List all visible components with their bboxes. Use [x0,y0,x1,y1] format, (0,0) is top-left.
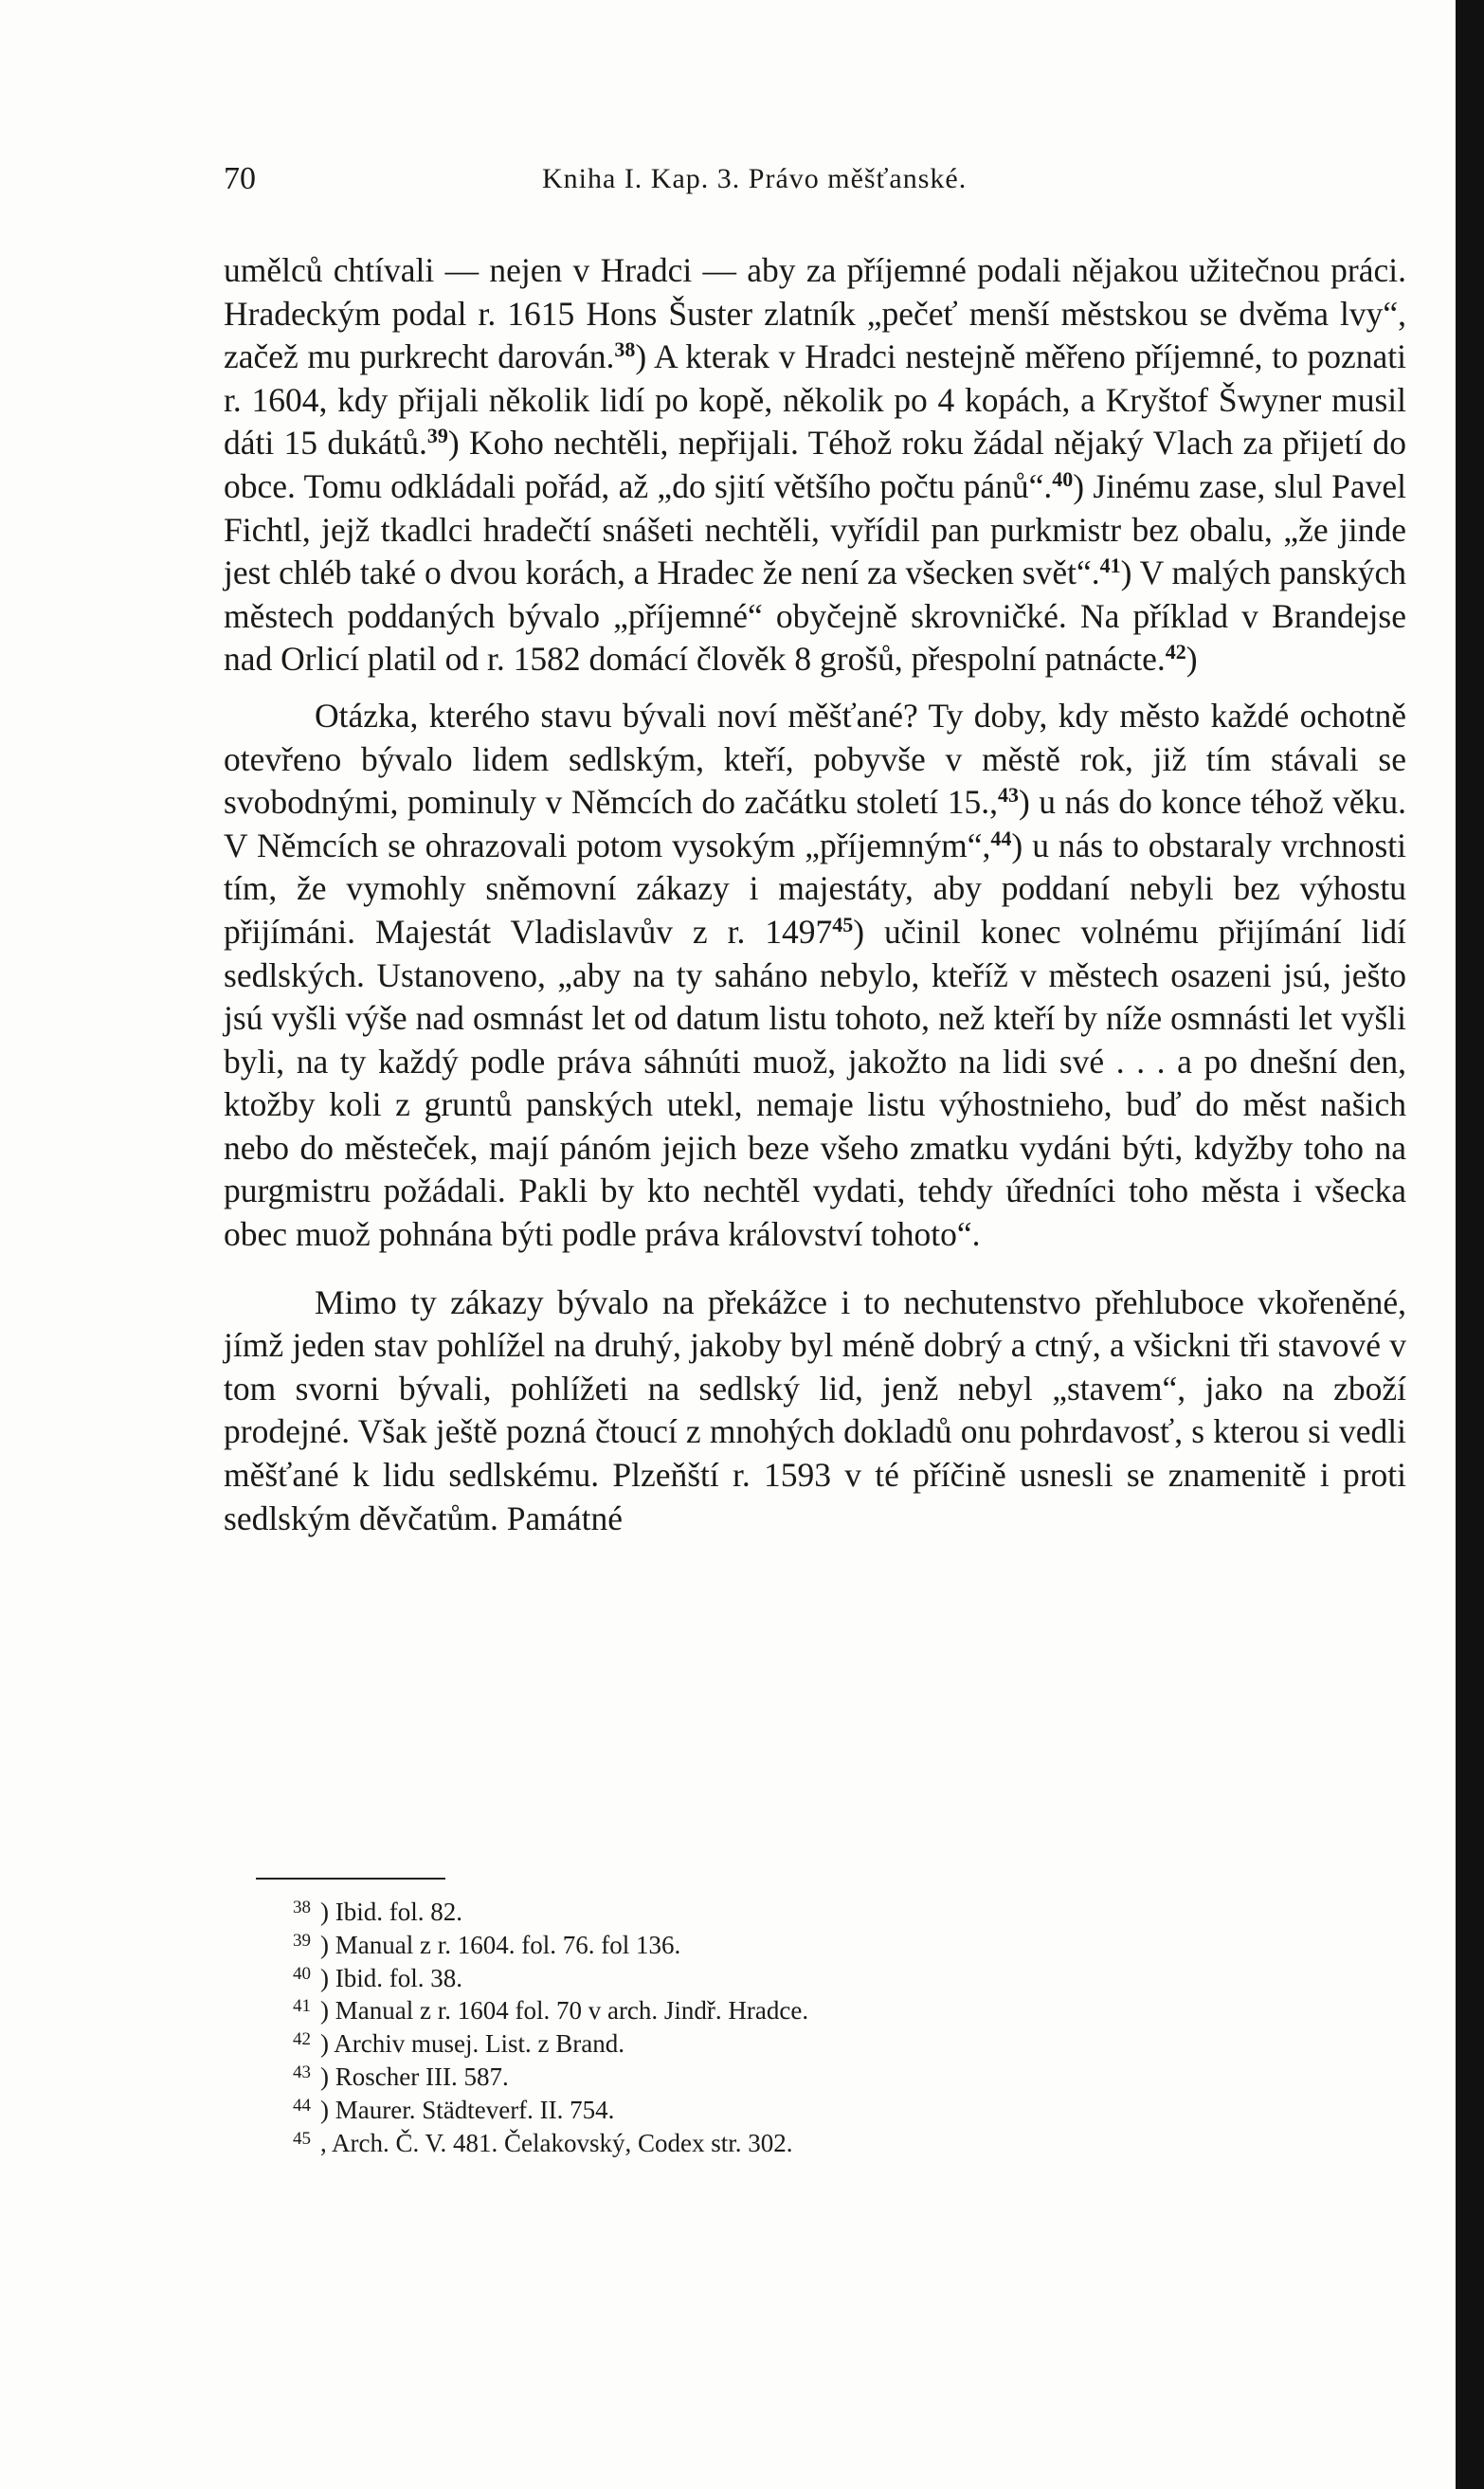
text-segment: Jinému zase, slul Pavel Fichtl, jejž tkadlci hradečtí snášeti nechtěli, vyřídil pan purkmistr bez obalu, „že jinde jest chléb také o dvou korách, a Hradec že není za všecken svět“. [224,466,1407,592]
footnote-ref: 41 [1099,554,1121,578]
paragraph: Otázka, kterého stavu bývali noví měšťané? Ty doby, kdy město každé ochotně otevřeno bývalo lidem sedlským, kteří, pobyvše v městě rok, již tím stávali se svobodnými, pominuly v Němcích do začátku století 15.,$^{43}$) u nás do konce téhož věku. V Němcích se ohrazovali potom vysokým „příjemným“,$^{44}$) u nás to obstaraly vrchnosti tím, že vymohly sněmovní zákazy i majestáty, aby poddaní nebyli bez výhostu přijímáni. Majestát Vladislavův z r. 1497$^{45}$) učinil konec volnému přijímání lidí sedlských. Ustanoveno, „aby na ty saháno nebylo, kteříž v městech osazeni jsú, ješto jsú vyšli výše nad osmnást let od datum listu tohoto, než kteří by níže osmnásti let vyšli byli, na ty každý podle práva sáhnúti muož, jakožto na lidi své . . . a po dnešní den, ktožby koli z gruntů panských utekl, nemaje listu výhostnieho, buď do měst našich nebo do městeček, mají pánóm jejich beze všeho zmatku vydáni býti, kdyžby toho na purgmistru požádali. Pakli by kto nechtěl vydati, tehdy úředníci toho města i všecka obec muož pohnána býti podle práva království tohoto“. [224,696,1407,1254]
footnote-text: Manual z r. 1604. fol. 76. fol 136. [335,1930,681,1959]
footnote-ref: 38 [614,337,636,362]
text-segment: Mimo ty zákazy bývalo na překážce i to nechutenstvo přehluboce vkořeněné, jímž jeden stav pohlížel na druhý, jakoby byl méně dobrý a ctný, a všickni tři stavové v tom svorni bývali, pohlížeti na sedlský lid, jenž nebyl „stavem“, jako na zboží prodejné. Však ještě pozná čtoucí z mnohých dokladů onu pohrdavosť, s kterou si vedli měšťané k lidu sedlskému. Plzeňští r. 1593 v té příčině usnesli se znamenitě i proti sedlským děvčatům. Památné [224,1282,1406,1537]
footnote: 44 ) Maurer. Städteverf. II. 754. [293,2095,615,2124]
running-head: Kniha I. Kap. 3. Právo měšťanské. [542,163,968,194]
footnote-ref: 40 [1052,466,1074,491]
footnote-ref: 43 [997,783,1019,808]
text-segment: Koho nechtěli, nepřijali. Téhož roku žádal nějaký Vlach za přijetí do obce. Tomu odkládali pořád, až „do sjití většího počtu pánů“. [224,424,1406,505]
footnote-text: Manual z r. 1604 fol. 70 v arch. Jindř. Hradce. [335,1996,809,2026]
footnote-ref: 45 [832,912,854,936]
footnote: 39 ) Manual z r. 1604. fol. 76. fol 136. [293,1930,681,1959]
paragraph: umělců chtívali — nejen v Hradci — aby za příjemné podali nějakou užitečnou práci. Hradeckým podal r. 1615 Hons Šuster zlatník „pečeť menší městskou se dvěma lvy“, začež mu purkrecht darován.$^{38}$) A kterak v Hradci nestejně měřeno příjemné, to poznati r. 1604, kdy přijali několik lidí po kopě, několik po 4 kopách, a Kryštof Šwyner musil dáti 15 dukátů.$^{39}$) Koho nechtěli, nepřijali. Téhož roku žádal nějaký Vlach za přijetí do obce. Tomu odkládali pořád, až „do sjití většího počtu pánů“.$^{40}$) Jinému zase, slul Pavel Fichtl, jejž tkadlci hradečtí snášeti nechtěli, vyřídil pan purkmistr bez obalu, „že jinde jest chléb také o dvou korách, a Hradec že není za všecken svět“.$^{41}$) V malých panských městech poddaných bývalo „příjemné“ obyčejně skrovničké. Na příklad v Brandejse nad Orlicí platil od r. 1582 domácí člověk 8 grošů, přespolní patnácte.$^{42}$) [224,251,1407,679]
footnote-divider [256,1878,445,1880]
text-segment: umělců chtívali — nejen v Hradci — aby za příjemné podali nějakou užitečnou práci. Hradeckým podal r. 1615 Hons Šuster zlatník „pečeť menší městskou se dvěma lvy“, začež mu purkrecht darován. [224,251,1406,376]
main-text [224,249,1406,1540]
footnote: 38 ) Ibid. fol. 82. [293,1898,462,1926]
text-segment: u nás do konce téhož věku. V Němcích se ohrazovali potom vysokým „příjemným“, [224,783,1406,864]
text-segment: V malých panských městech poddaných bývalo „příjemné“ obyčejně skrovničké. Na příklad v Brandejse nad Orlicí platil od r. 1582 domácí člověk 8 grošů, přespolní patnácte. [224,554,1406,679]
paragraph [224,1281,1406,1541]
footnote-text: Archiv musej. List. z Brand. [334,2029,624,2059]
footnote-ref: 42 [1165,640,1186,664]
scan-border-right [1456,0,1484,2489]
page-header [220,152,1414,209]
footnote-text: Ibid. fol. 82. [335,1898,462,1926]
footnote: 42 ) Archiv musej. List. z Brand. [293,2029,624,2059]
footnote-ref: 44 [990,826,1012,850]
text-segment: A kterak v Hradci nestejně měřeno příjemné, to poznati r. 1604, kdy přijali několik lidí po kopě, několik po 4 kopách, a Kryštof Šwyner musil dáti 15 dukátů. [224,337,1406,463]
text-segment: u nás to obstaraly vrchnosti tím, že vymohly sněmovní zákazy i majestáty, aby poddaní nebyli bez výhostu přijímáni. Majestát Vladislavův z r. 1497 [224,826,1407,951]
footnote: 43 ) Roscher III. 587. [293,2062,509,2091]
footnote-text: Arch. Č. V. 481. Čelakovský, Codex str. 302. [332,2128,793,2157]
footnote-text: Ibid. fol. 38. [335,1963,462,1992]
text-segment: učinil konec volnému přijímání lidí sedlských. Ustanoveno, „aby na ty saháno nebylo, kteříž v městech osazeni jsú, ješto jsú vyšli výše nad osmnást let od datum listu tohoto, než kteří by níže osmnásti let vyšli byli, na ty každý podle práva sáhnúti muož, jakožto na lidi své . . . a po dnešní den, ktožby koli z gruntů panských utekl, nemaje listu výhostnieho, buď do měst našich nebo do městeček, mají pánóm jejich beze všeho zmatku vydáni býti, kdyžby toho na purgmistru požádali. Pakli by kto nechtěl vydati, tehdy úředníci toho města i všecka obec muož pohnána býti podle práva království tohoto“. [224,912,1407,1254]
footnote-ref: 39 [426,424,448,448]
text-segment: Otázka, kterého stavu bývali noví měšťané? Ty doby, kdy město každé ochotně otevřeno bývalo lidem sedlským, kteří, pobyvše v městě rok, již tím stávali se svobodnými, pominuly v Němcích do začátku století 15., [224,696,1406,822]
footnotes [275,1896,1128,2159]
footnote: 45 , Arch. Č. V. 481. Čelakovský, Codex str. 302. [293,2128,793,2157]
footnote-text: Maurer. Städteverf. II. 754. [335,2095,615,2124]
footnote: 40 ) Ibid. fol. 38. [293,1963,462,1992]
footnote: 41 ) Manual z r. 1604 fol. 70 v arch. Jindř. Hradce. [293,1996,809,2026]
page-number: 70 [224,161,256,196]
footnote-text: Roscher III. 587. [335,2062,509,2091]
